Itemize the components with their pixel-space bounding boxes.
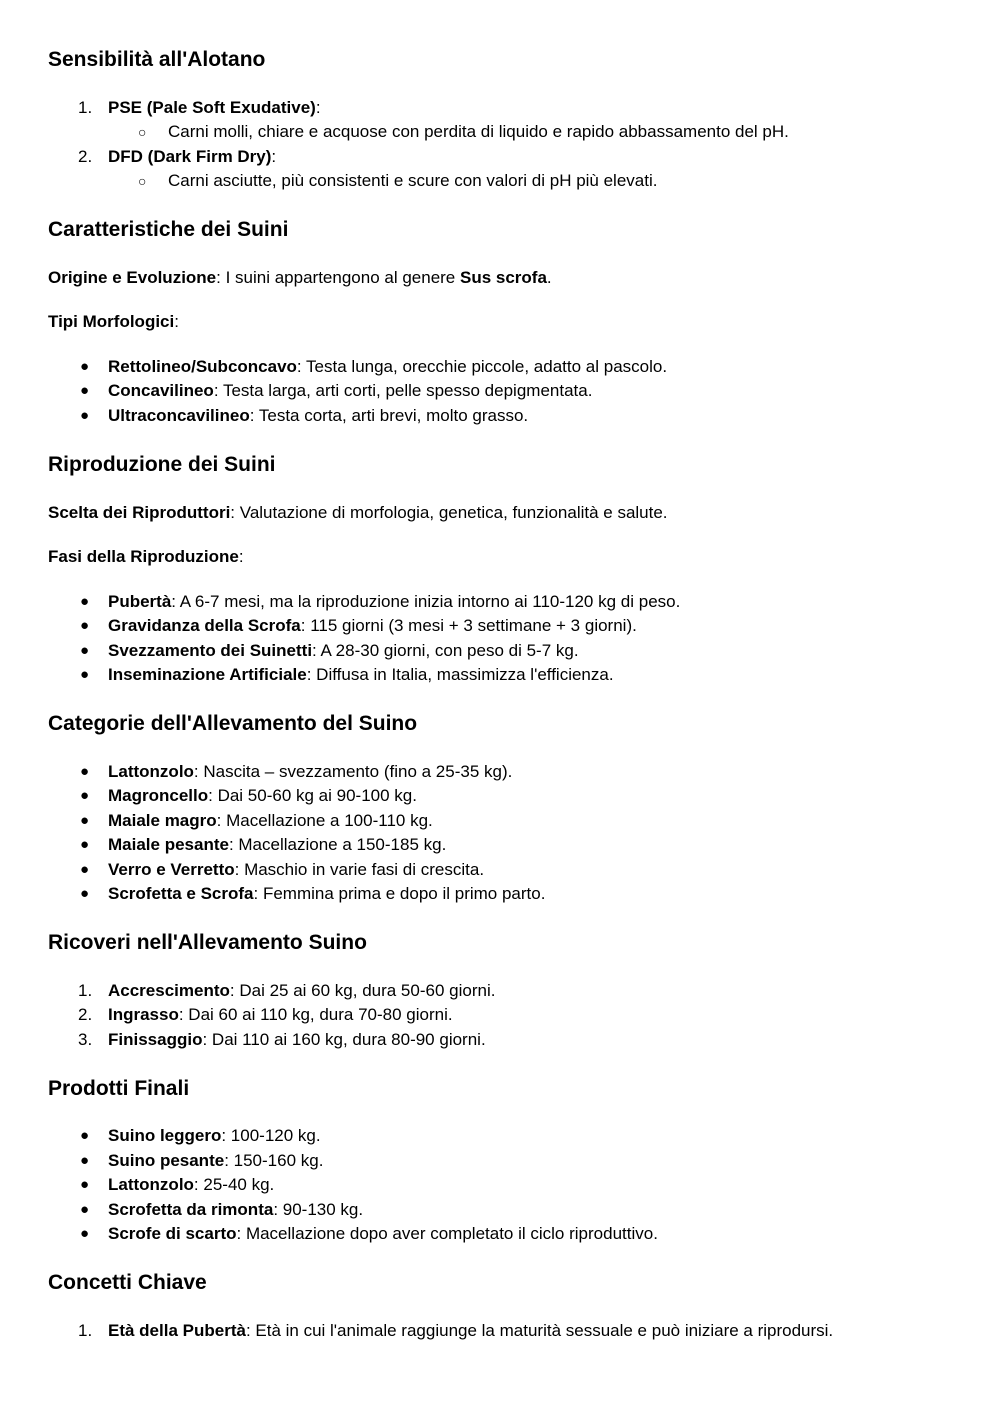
item-term: Gravidanza della Scrofa: [108, 616, 301, 635]
item-text: : 90-130 kg.: [273, 1200, 364, 1219]
list-number: 1.: [78, 98, 93, 117]
bullet-icon: ●: [80, 836, 90, 853]
item-text: : 100-120 kg.: [221, 1126, 321, 1145]
bullet-icon: ●: [80, 617, 90, 634]
item-text: :: [271, 147, 277, 166]
paragraph-term: Fasi della Riproduzione: [48, 547, 239, 566]
item-text: : Età in cui l'animale raggiunge la maturità sessuale e può iniziare a riprodursi.: [245, 1321, 834, 1340]
paragraph-term: Origine e Evoluzione: [48, 268, 217, 287]
item-text: : Diffusa in Italia, massimizza l'efficienza.: [306, 665, 614, 684]
item-text: : Maschio in varie fasi di crescita.: [234, 860, 485, 879]
item-term: Lattonzolo: [108, 762, 194, 781]
item-text: Carni asciutte, più consistenti e scure con valori di pH più elevati.: [168, 171, 658, 190]
item-term: PSE (Pale Soft Exudative): [108, 98, 316, 117]
paragraph-text: :: [238, 547, 244, 566]
list-number: 2.: [78, 1005, 93, 1024]
list-number: 1.: [78, 981, 93, 1000]
bullet-icon: ●: [80, 358, 90, 375]
paragraph-term: Scelta dei Riproduttori: [48, 503, 231, 522]
item-text: Carni molli, chiare e acquose con perdita di liquido e rapido abbassamento del pH.: [168, 122, 789, 141]
item-text: : Dai 25 ai 60 kg, dura 50-60 giorni.: [229, 981, 496, 1000]
item-term: Suino pesante: [108, 1151, 225, 1170]
bullet-icon: ●: [80, 1127, 90, 1144]
item-term: Rettolineo/Subconcavo: [108, 357, 297, 376]
item-term: Svezzamento dei Suinetti: [108, 641, 313, 660]
item-text: : 115 giorni (3 mesi + 3 settimane + 3 giorni).: [300, 616, 637, 635]
species-name: Sus scrofa: [459, 268, 547, 287]
heading-categories: Categorie dell'Allevamento del Suino: [48, 712, 418, 735]
heading-final-products: Prodotti Finali: [48, 1077, 190, 1100]
item-term: Finissaggio: [108, 1030, 203, 1049]
item-term: Accrescimento: [108, 981, 230, 1000]
item-text: : Testa corta, arti brevi, molto grasso.: [249, 406, 529, 425]
item-text: : Dai 60 ai 110 kg, dura 70-80 giorni.: [178, 1005, 453, 1024]
heading-key-concepts: Concetti Chiave: [48, 1271, 207, 1294]
list-number: 2.: [78, 147, 93, 166]
paragraph-selection: [48, 502, 668, 524]
heading-characteristics: Caratteristiche dei Suini: [48, 218, 289, 241]
bullet-icon: ●: [80, 787, 90, 804]
bullet-icon: ●: [80, 812, 90, 829]
item-text: : A 6-7 mesi, ma la riproduzione inizia intorno ai 110-120 kg di peso.: [171, 592, 681, 611]
circle-bullet-icon: ○: [138, 124, 147, 140]
item-term: Scrofetta e Scrofa: [108, 884, 254, 903]
item-term: Scrofe di scarto: [108, 1224, 237, 1243]
paragraph-types: [48, 311, 179, 333]
bullet-icon: ●: [80, 763, 90, 780]
item-term: Età della Pubertà: [108, 1321, 246, 1340]
bullet-icon: ●: [80, 861, 90, 878]
paragraph-phases: [48, 546, 244, 568]
paragraph-origin: [48, 267, 552, 289]
heading-reproduction: Riproduzione dei Suini: [48, 453, 276, 476]
item-term: Inseminazione Artificiale: [108, 665, 307, 684]
bullet-icon: ●: [80, 1176, 90, 1193]
circle-bullet-icon: ○: [138, 173, 147, 189]
paragraph-text: :: [174, 312, 179, 331]
item-term: Maiale pesante: [108, 835, 229, 854]
item-text: : Femmina prima e dopo il primo parto.: [253, 884, 546, 903]
list-number: 1.: [78, 1321, 93, 1340]
item-term: Pubertà: [108, 592, 172, 611]
item-term: Ingrasso: [108, 1005, 179, 1024]
bullet-icon: ●: [80, 407, 90, 424]
item-text: : 150-160 kg.: [224, 1151, 324, 1170]
item-text: : A 28-30 giorni, con peso di 5-7 kg.: [312, 641, 579, 660]
item-text: : Testa lunga, orecchie piccole, adatto al pascolo.: [296, 357, 668, 376]
item-term: Verro e Verretto: [108, 860, 235, 879]
bullet-icon: ●: [80, 642, 90, 659]
paragraph-text-end: .: [546, 268, 552, 287]
item-term: Suino leggero: [108, 1126, 222, 1145]
item-text: : Macellazione a 150-185 kg.: [228, 835, 447, 854]
item-term: Scrofetta da rimonta: [108, 1200, 274, 1219]
bullet-icon: ●: [80, 1225, 90, 1242]
heading-housing: Ricoveri nell'Allevamento Suino: [48, 931, 367, 954]
item-term: Lattonzolo: [108, 1175, 194, 1194]
bullet-icon: ●: [80, 666, 90, 683]
item-text: : Dai 110 ai 160 kg, dura 80-90 giorni.: [202, 1030, 486, 1049]
bullet-icon: ●: [80, 382, 90, 399]
item-text: : Macellazione a 100-110 kg.: [216, 811, 433, 830]
item-text: : Nascita – svezzamento (fino a 25-35 kg).: [193, 762, 513, 781]
heading-halothane: Sensibilità all'Alotano: [48, 48, 266, 71]
item-text: : Macellazione dopo aver completato il ciclo riproduttivo.: [236, 1224, 658, 1243]
item-text: : Testa larga, arti corti, pelle spesso depigmentata.: [213, 381, 593, 400]
item-text: :: [315, 98, 321, 117]
paragraph-term: Tipi Morfologici: [48, 312, 175, 331]
list-number: 3.: [78, 1030, 93, 1049]
item-term: Concavilineo: [108, 381, 214, 400]
item-term: Ultraconcavilineo: [108, 406, 250, 425]
item-term: Magroncello: [108, 786, 209, 805]
item-term: DFD (Dark Firm Dry): [108, 147, 272, 166]
bullet-icon: ●: [80, 1201, 90, 1218]
bullet-icon: ●: [80, 1152, 90, 1169]
bullet-icon: ●: [80, 885, 90, 902]
bullet-icon: ●: [80, 593, 90, 610]
item-text: : 25-40 kg.: [193, 1175, 275, 1194]
paragraph-text: : I suini appartengono al genere: [216, 268, 460, 287]
item-term: Maiale magro: [108, 811, 217, 830]
item-text: : Dai 50-60 kg ai 90-100 kg.: [208, 786, 417, 805]
paragraph-text: : Valutazione di morfologia, genetica, funzionalità e salute.: [230, 503, 668, 522]
